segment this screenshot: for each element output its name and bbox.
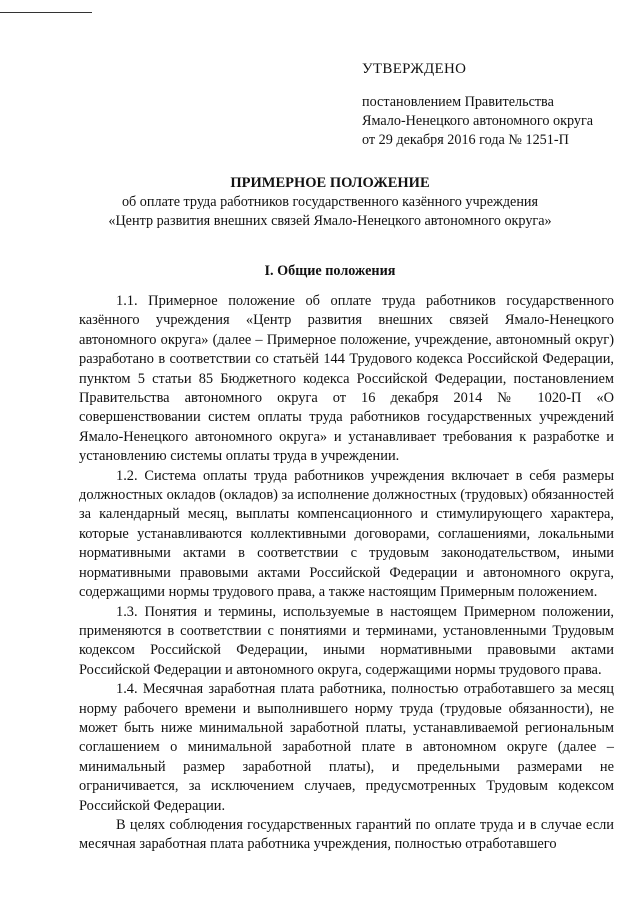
document-title: ПРИМЕРНОЕ ПОЛОЖЕНИЕ <box>230 175 430 191</box>
approval-heading: УТВЕРЖДЕНО <box>362 61 467 77</box>
document-subtitle-line-2: «Центр развития внешних связей Ямало-Ненецкого автономного округа» <box>108 213 552 229</box>
paragraph-1-2: 1.2. Система оплаты труда работников учреждения включает в себя размеры должностных окладов (окладов) за исполнение должностных (трудовых) обязанностей за календарный месяц, выплаты компенсационного и стимулирующего характера, которые устанавливаются коллективными договорами, соглашениями, локальными нормативными актами в соответствии с трудовым законодательством, иными нормативными правовыми актами Российской Федерации и автономного округа, содержащими нормы трудового права, а также настоящим Примерным положением. <box>79 467 614 601</box>
approval-line-1: постановлением Правительства <box>362 94 554 110</box>
paragraph-1-4: 1.4. Месячная заработная плата работника, полностью отработавшего за месяц норму рабочего времени и выполнившего норму труда (трудовые обязанности), не может быть ниже минимальной заработной платы, устанавливаемой региональным соглашением о минимальной заработной плате в автономном округе (далее – минимальный размер заработной платы), и предельными размерами не ограничивается, за исключением случаев, предусмотренных Трудовым кодексом Российской Федерации. <box>79 681 614 814</box>
top-rule-divider <box>0 12 92 13</box>
approval-stamp-block <box>362 60 622 150</box>
approval-line-2: Ямало-Ненецкого автономного округа <box>362 113 594 129</box>
section-heading: I. Общие положения <box>264 263 396 279</box>
document-title-block <box>60 174 600 231</box>
paragraph-1-3: 1.3. Понятия и термины, используемые в настоящем Примерном положении, применяются в соответствии с понятиями и терминами, установленными Трудовым кодексом Российской Федерации, иными нормативными правовыми актами Российской Федерации и автономного округа, содержащими нормы трудового права. <box>79 603 614 678</box>
paragraph-continuation: В целях соблюдения государственных гарантий по оплате труда и в случае если месячная заработная плата работника учреждения, полностью отработавшего <box>79 816 614 853</box>
approval-line-3: от 29 декабря 2016 года № 1251-П <box>362 132 569 148</box>
paragraph-1-1: 1.1. Примерное положение об оплате труда работников государственного казённого учреждения «Центр развития внешних связей Ямало-Ненецкого автономного округа» (далее – Примерное положение, учреждение, автономный округ) разработано в соответствии со статьёй 144 Трудового кодекса Российской Федерации, пунктом 5 статьи 85 Бюджетного кодекса Российской Федерации, постановлением Правительства автономного округа от 16 декабря 2014 № 1020-П «О совершенствовании систем оплаты труда работников государственных учреждений Ямало-Ненецкого автономного округа» и устанавливает требования к разработке и установлению системы оплаты труда в учреждении. <box>79 293 614 465</box>
document-body <box>79 292 614 855</box>
document-subtitle-line-1: об оплате труда работников государственного казённого учреждения <box>121 194 539 210</box>
